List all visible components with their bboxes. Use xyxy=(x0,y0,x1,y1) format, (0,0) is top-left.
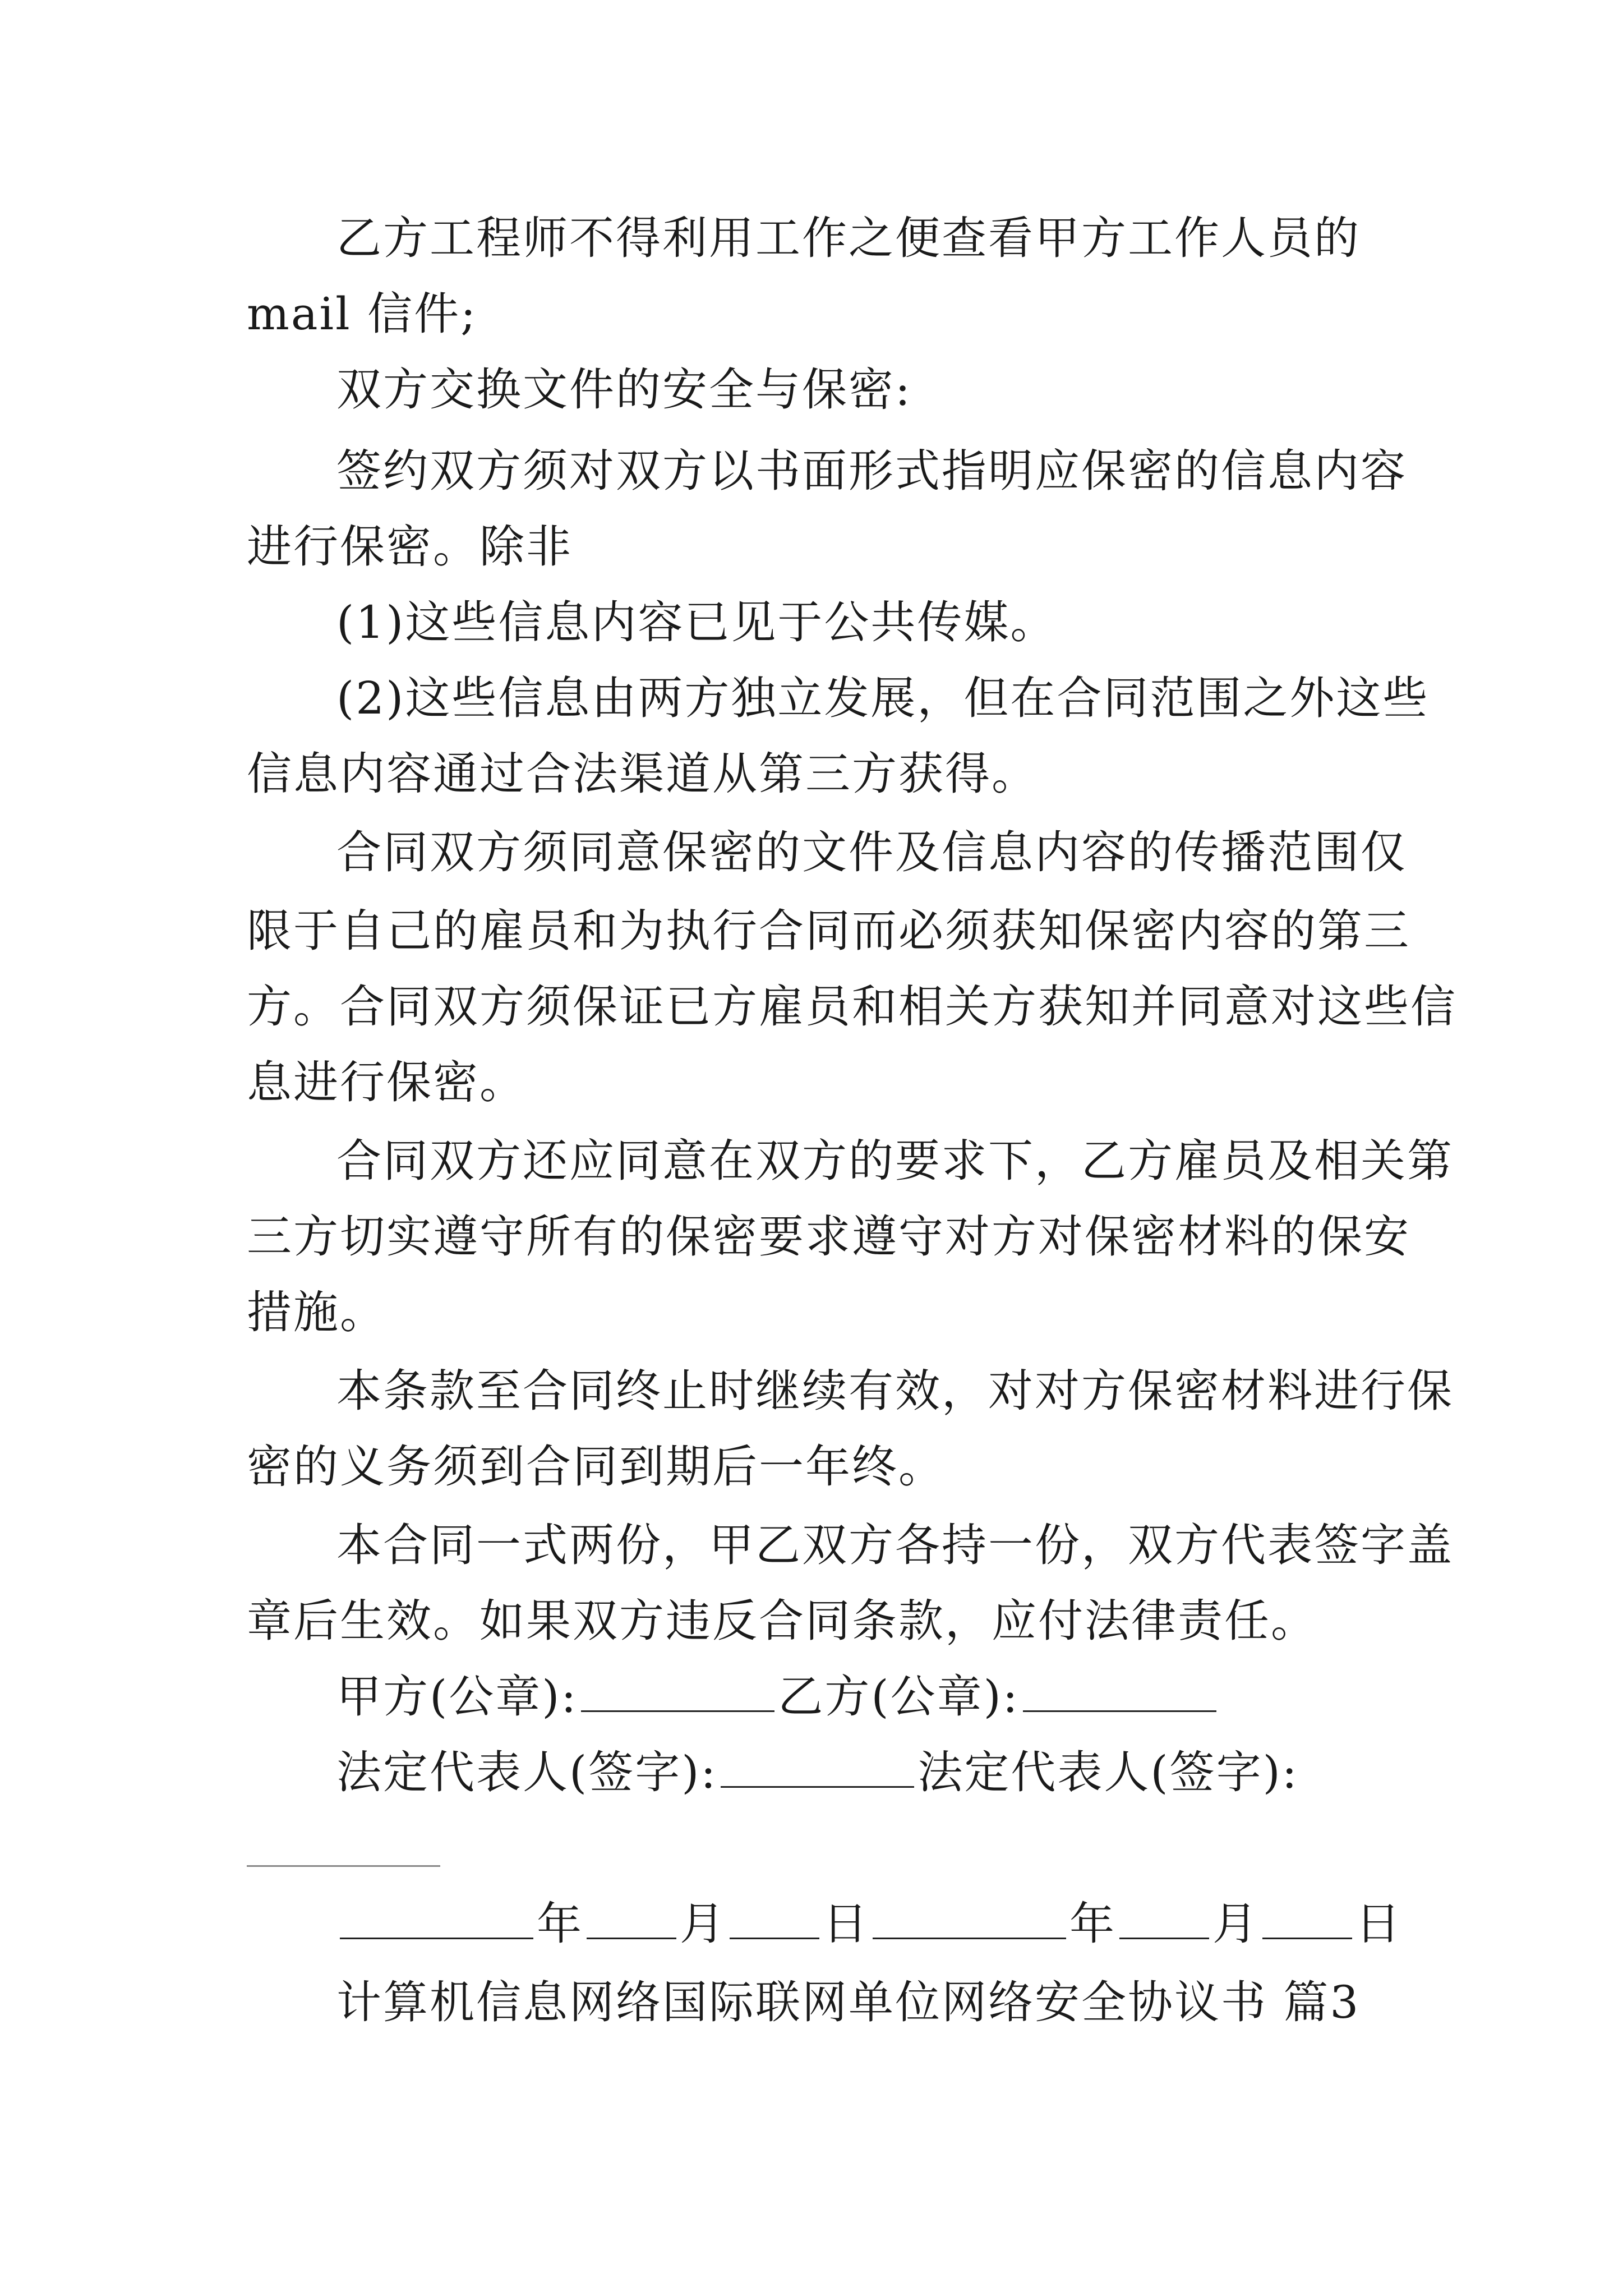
paragraph-line: 方。合同双方须保证已方雇员和相关方获知并同意对这些信 xyxy=(247,981,1457,1033)
seal-line xyxy=(336,1669,1220,1725)
month-label: 月 xyxy=(1212,1898,1259,1950)
next-section-title: 计算机信息网络国际联网单位网络安全协议书 篇3 xyxy=(336,1976,1361,2028)
year-label: 年 xyxy=(1069,1898,1116,1950)
paragraph-line: 进行保密。除非 xyxy=(247,521,573,573)
paragraph-line: 章后生效。如果双方违反合同条款，应付法律责任。 xyxy=(247,1595,1317,1647)
party-a-seal-label: 甲方(公章): xyxy=(336,1671,578,1723)
party-b-seal-label: 乙方(公章): xyxy=(778,1671,1020,1723)
day-label: 日 xyxy=(823,1898,869,1950)
paragraph-line: 息进行保密。 xyxy=(247,1056,526,1108)
party-a-seal-blank[interactable] xyxy=(581,1671,774,1712)
party-a-rep-blank[interactable] xyxy=(721,1747,914,1788)
paragraph-line: 限于自己的雇员和为执行合同而必须获知保密内容的第三 xyxy=(247,905,1410,957)
party-b-rep-blank[interactable] xyxy=(247,1865,440,1867)
year-label: 年 xyxy=(537,1898,583,1950)
paragraph-line: 合同双方须同意保密的文件及信息内容的传播范围仅 xyxy=(336,826,1407,878)
month-label: 月 xyxy=(680,1898,726,1950)
paragraph-line: 本条款至合同终止时继续有效，对对方保密材料进行保 xyxy=(336,1365,1454,1417)
paragraph-line: 本合同一式两份，甲乙双方各持一份，双方代表签字盖 xyxy=(336,1519,1454,1571)
representative-line xyxy=(336,1745,1299,1801)
party-a-rep-label: 法定代表人(签字): xyxy=(336,1746,718,1798)
party-a-year-blank[interactable] xyxy=(340,1898,533,1939)
paragraph-line: 双方交换文件的安全与保密: xyxy=(336,364,912,416)
paragraph-line: (2)这些信息由两方独立发展，但在合同范围之外这些 xyxy=(336,672,1430,724)
paragraph-line: 合同双方还应同意在双方的要求下，乙方雇员及相关第 xyxy=(336,1135,1454,1187)
paragraph-line: 密的义务须到合同到期后一年终。 xyxy=(247,1441,945,1493)
party-b-day-blank[interactable] xyxy=(1262,1898,1352,1939)
date-line xyxy=(336,1896,1402,1952)
party-a-day-blank[interactable] xyxy=(730,1898,819,1939)
party-b-year-blank[interactable] xyxy=(873,1898,1066,1939)
party-b-rep-label: 法定代表人(签字): xyxy=(917,1746,1299,1798)
paragraph-line: mail 信件; xyxy=(247,288,478,340)
paragraph-line: (1)这些信息内容已见于公共传媒。 xyxy=(336,596,1057,648)
party-b-month-blank[interactable] xyxy=(1119,1898,1209,1939)
party-b-seal-blank[interactable] xyxy=(1023,1671,1216,1712)
paragraph-line: 信息内容通过合法渠道从第三方获得。 xyxy=(247,748,1038,800)
party-a-month-blank[interactable] xyxy=(587,1898,676,1939)
paragraph-line: 三方切实遵守所有的保密要求遵守对方对保密材料的保安 xyxy=(247,1211,1410,1263)
paragraph-line: 乙方工程师不得利用工作之便查看甲方工作人员的 xyxy=(336,212,1361,264)
paragraph-line: 措施。 xyxy=(247,1286,386,1338)
paragraph-line: 签约双方须对双方以书面形式指明应保密的信息内容 xyxy=(336,445,1407,497)
day-label: 日 xyxy=(1355,1898,1402,1950)
